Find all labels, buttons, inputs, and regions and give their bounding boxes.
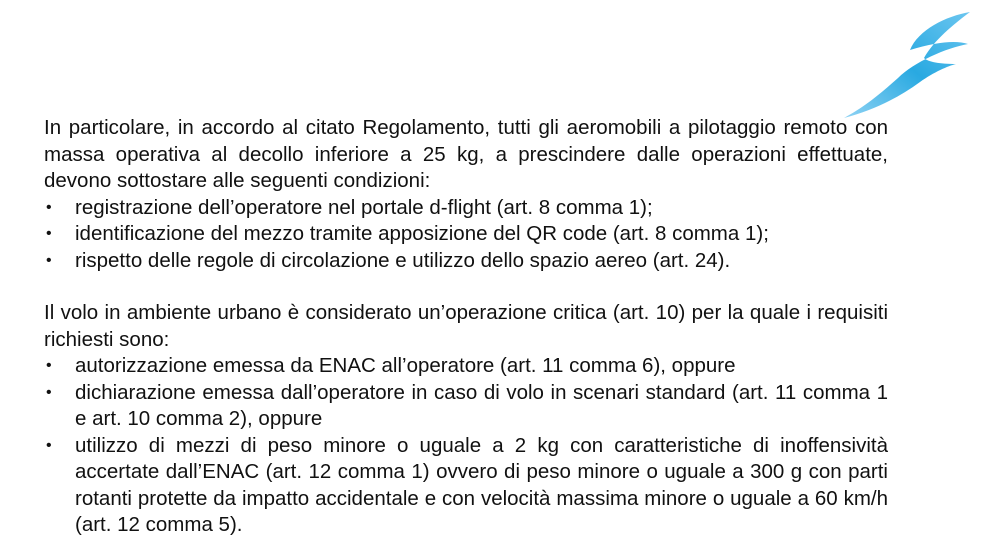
bullet-icon: • (46, 383, 52, 401)
list-item (44, 195, 888, 222)
list-item-text: identificazione del mezzo tramite apposizione del QR code (art. 8 comma 1); (75, 222, 769, 245)
document-body (44, 115, 888, 539)
paragraph-urban-flight: Il volo in ambiente urbano è considerato un’operazione critica (art. 10) per la quale i requisiti richiesti sono: (44, 301, 888, 351)
bullet-icon: • (46, 436, 52, 454)
list-item (44, 433, 888, 539)
requirements-list (44, 353, 888, 539)
list-item-text: registrazione dell’operatore nel portale d-flight (art. 8 comma 1); (75, 195, 653, 219)
list-item-text: rispetto delle regole di circolazione e utilizzo dello spazio aereo (art. 24). (75, 248, 731, 272)
bullet-icon: • (46, 225, 52, 242)
list-item-text: autorizzazione emessa da ENAC all’operatore (art. 11 comma 6), oppure (75, 354, 736, 377)
list-item-text: dichiarazione emessa dall’operatore in caso di volo in scenari standard (art. 11 comma 1 e art. 10 comma 2), oppure (75, 380, 888, 430)
list-item (44, 380, 888, 433)
list-item (44, 353, 888, 380)
bullet-icon: • (46, 251, 52, 269)
paragraph-spacer (44, 274, 888, 300)
list-item (44, 248, 888, 275)
bullet-icon: • (46, 357, 52, 374)
list-item-text: utilizzo di mezzi di peso minore o uguale a 2 kg con caratteristiche di inoffensività accertate dall’ENAC (art. 12 comma 1) ovvero di peso minore o uguale a 300 g con parti rotanti protette da impatto accidentale e con velocità massima minore o uguale a 60 km/h (art. 12 comma 5). (75, 433, 888, 536)
enac-swirl-logo-icon (836, 0, 984, 120)
bullet-icon: • (46, 198, 52, 216)
list-item (44, 221, 888, 248)
paragraph-intro-regulation: In particolare, in accordo al citato Regolamento, tutti gli aeromobili a pilotaggio remoto con massa operativa al decollo inferiore a 25 kg, a prescindere dalle operazioni effettuate, devono sottostare alle seguenti condizioni: (44, 116, 888, 192)
conditions-list (44, 195, 888, 275)
